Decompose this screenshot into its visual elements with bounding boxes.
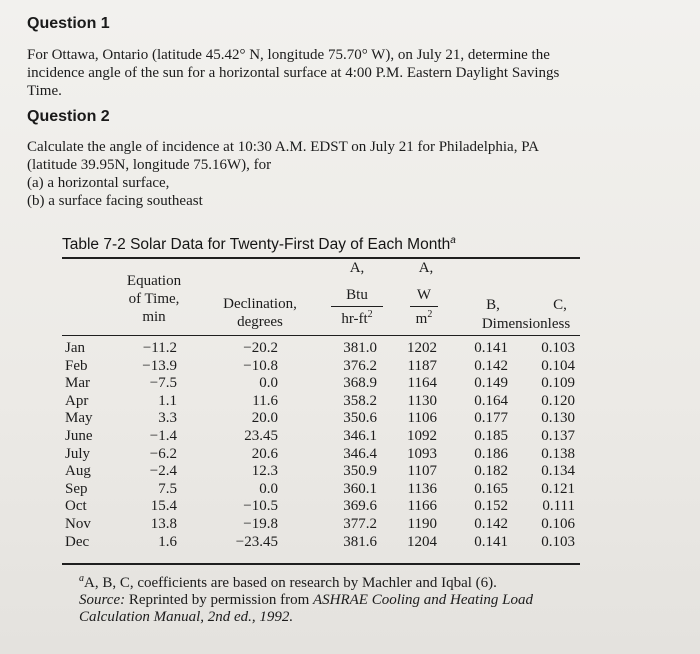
table-footnote [79,570,533,626]
header-equation-of-time [118,272,190,326]
question-1-line: Time. [27,83,62,99]
footnote-line: Calculation Manual, 2nd ed., 1992. [79,609,294,625]
cell-equation-of-time: 1.1 [158,392,177,409]
cell-equation-of-time: 3.3 [158,410,177,427]
cell-month: Sep [65,480,88,497]
cell-a-w: 1106 [407,410,437,427]
cell-declination: −10.5 [243,498,278,515]
question-1-body [27,46,667,100]
cell-month: July [65,445,91,462]
cell-month: May [65,410,93,427]
table-row [0,410,700,427]
cell-declination: −20.2 [243,340,278,356]
table-title-text: Table 7-2 Solar Data for Twenty-First Day of Each Month [62,236,451,254]
question-2-line: Calculate the angle of incidence at 10:30 A.M. EDST on July 21 for Philadelphia, PA [27,139,539,155]
footnote-book-title: ASHRAE Cooling and Heating Load [312,592,533,608]
cell-a-w: 1166 [407,498,437,515]
question-2-line: (b) a surface facing southeast [27,193,203,209]
cell-month: Feb [65,357,88,374]
header-text: $hr-ft^2$ [341,309,373,327]
header-a-w-label: A, [418,260,434,276]
fraction-bar [331,306,383,307]
header-text: W [416,287,432,303]
cell-equation-of-time: −6.2 [149,445,177,462]
cell-a-btu: 381.0 [343,340,377,356]
cell-b: 0.182 [474,463,508,480]
cell-month: Dec [65,533,90,550]
cell-a-w: 1190 [407,516,437,532]
table-row [0,358,700,375]
cell-a-w: 1164 [407,375,437,392]
question-1-title: Question 1 [27,15,110,32]
cell-declination: −10.8 [243,357,278,374]
table-top-rule [62,257,580,259]
cell-b: 0.141 [474,533,508,550]
cell-month: Aug [65,463,91,480]
header-text: degrees [237,314,283,330]
header-a-btu-label: A, [349,260,365,276]
cell-c: 0.109 [541,375,575,392]
cell-c: 0.103 [541,340,575,356]
header-text: $m^2$ [415,309,433,327]
table-row [0,498,700,515]
cell-c: 0.130 [541,410,575,427]
footnote-source-label: Source: [79,592,126,608]
cell-b: 0.149 [474,375,508,392]
cell-c: 0.137 [541,428,575,444]
cell-a-btu: 381.6 [343,533,377,550]
cell-declination: −19.8 [243,516,278,532]
table-row [0,340,700,357]
header-declination [215,295,305,331]
cell-c: 0.120 [541,392,575,409]
header-a-btu-units [331,287,383,328]
footnote-line [79,592,533,609]
cell-month: Apr [65,392,89,409]
question-2-line: (a) a horizontal surface, [27,175,170,191]
cell-declination: 20.6 [251,445,278,462]
cell-c: 0.138 [541,445,575,462]
table-row [0,428,700,445]
cell-b: 0.185 [474,428,508,444]
cell-b: 0.142 [474,516,508,532]
cell-declination: 0.0 [259,480,278,497]
cell-declination: 12.3 [251,463,278,480]
cell-b: 0.141 [474,340,508,356]
cell-a-w: 1136 [407,480,437,497]
cell-declination: 20.0 [251,410,278,427]
cell-month: June [65,428,93,444]
table-row [0,516,700,533]
fraction-bar [410,306,438,307]
header-text: Btu [346,287,368,303]
table-header-rule [62,335,580,336]
cell-a-btu: 376.2 [343,357,377,374]
cell-declination: 11.6 [252,392,278,409]
cell-a-w: 1092 [407,428,437,444]
cell-month: Oct [65,498,87,515]
cell-a-btu: 369.6 [343,498,377,515]
cell-equation-of-time: 7.5 [158,480,177,497]
cell-a-w: 1204 [407,533,437,550]
table-row [0,463,700,480]
cell-equation-of-time: −1.4 [149,428,177,444]
cell-a-btu: 377.2 [343,516,377,532]
cell-c: 0.104 [541,357,575,374]
footnote-text: Reprinted by permission from [125,592,313,608]
header-dimensionless: Dimensionless [481,316,571,332]
cell-declination: −23.45 [235,533,278,550]
cell-b: 0.164 [474,392,508,409]
cell-a-btu: 350.9 [343,463,377,480]
question-2-body [27,138,667,210]
cell-a-w: 1130 [407,392,437,409]
cell-equation-of-time: −2.4 [149,463,177,480]
cell-a-btu: 368.9 [343,375,377,392]
cell-declination: 23.45 [244,428,278,444]
cell-c: 0.134 [541,463,575,480]
cell-a-btu: 360.1 [343,480,377,497]
footnote-marker: a [79,573,84,584]
table-row [0,375,700,392]
cell-c: 0.111 [542,498,575,515]
cell-equation-of-time: −11.2 [142,340,177,356]
cell-a-w: 1093 [407,445,437,462]
header-text: Equation [126,273,182,289]
cell-a-btu: 358.2 [343,392,377,409]
cell-b: 0.142 [474,357,508,374]
header-text: Declination, [223,296,297,312]
cell-a-btu: 346.1 [343,428,377,444]
table-row [0,534,700,551]
cell-b: 0.186 [474,445,508,462]
table-row [0,393,700,410]
cell-a-w: 1187 [407,357,437,374]
cell-b: 0.177 [474,410,508,427]
footnote-line [79,570,533,592]
cell-b: 0.165 [474,480,508,497]
cell-equation-of-time: −7.5 [149,375,177,392]
table-row [0,481,700,498]
header-a-w-units [410,287,438,328]
cell-equation-of-time: 15.4 [150,498,177,515]
header-b: B, [486,297,500,313]
footnote-text: A, B, C, coefficients are based on research by Machler and Iqbal (6). [84,575,497,591]
question-1-line: incidence angle of the sun for a horizontal surface at 4:00 P.M. Eastern Daylight Savings [27,65,560,81]
cell-month: Jan [65,340,85,356]
cell-a-btu: 346.4 [343,445,377,462]
cell-c: 0.121 [541,480,575,497]
cell-a-w: 1107 [407,463,437,480]
table-bottom-rule [62,563,580,565]
cell-c: 0.106 [541,516,575,532]
cell-a-btu: 350.6 [343,410,377,427]
question-1-line: For Ottawa, Ontario (latitude 45.42° N, longitude 75.70° W), on July 21, determine the [27,47,550,63]
question-2-line: (latitude 39.95N, longitude 75.16W), for [27,157,272,173]
cell-a-w: 1202 [407,340,437,356]
cell-equation-of-time: −13.9 [142,357,177,374]
cell-equation-of-time: 13.8 [150,516,177,532]
table-row [0,446,700,463]
cell-month: Mar [65,375,90,392]
table-title-footnote-marker: a [450,235,456,246]
cell-c: 0.103 [541,533,575,550]
cell-equation-of-time: 1.6 [158,533,177,550]
cell-declination: 0.0 [259,375,278,392]
header-text: of Time, [128,291,180,307]
cell-b: 0.152 [474,498,508,515]
header-c: C, [553,297,567,313]
question-2-title: Question 2 [27,108,110,125]
header-text: min [142,309,166,325]
table-title [62,235,456,254]
cell-month: Nov [65,516,91,532]
